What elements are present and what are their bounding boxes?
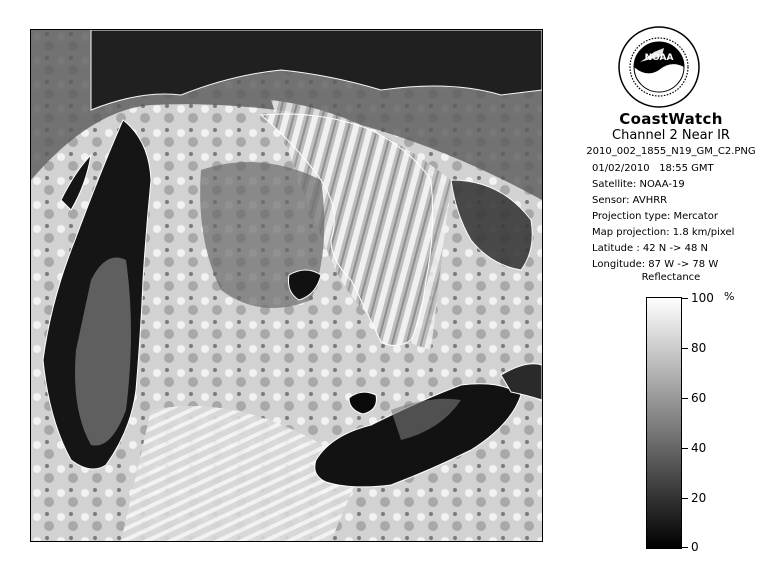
logo-center-text: NOAA <box>644 53 674 63</box>
colorbar-tick <box>682 498 688 499</box>
info-datetime <box>592 163 714 174</box>
reflectance-colorbar <box>646 297 682 549</box>
channel-label: Channel 2 Near IR <box>612 128 730 143</box>
tick-label-40: 40 <box>691 441 707 455</box>
colorbar-tick <box>682 298 688 299</box>
tick-label-20: 20 <box>691 491 707 505</box>
tick-label-0: 0 <box>691 540 699 554</box>
colorbar-tick <box>682 547 688 548</box>
tick-label-80: 80 <box>691 341 707 355</box>
tick-label-100: 100 <box>691 291 714 305</box>
tick-label-60: 60 <box>691 391 707 405</box>
noaa-logo <box>618 26 700 108</box>
info-date: 01/02/2010 <box>592 163 650 174</box>
satellite-map <box>30 29 543 542</box>
colorbar-tick <box>682 348 688 349</box>
legend-title: Reflectance <box>641 272 701 283</box>
info-latitude: Latitude : 42 N -> 48 N <box>592 243 708 254</box>
info-longitude: Longitude: 87 W -> 78 W <box>592 259 719 270</box>
info-map-projection: Map projection: 1.8 km/pixel <box>592 227 735 238</box>
product-title: CoastWatch <box>619 110 723 128</box>
info-satellite: Satellite: NOAA-19 <box>592 179 685 190</box>
image-filename: 2010_002_1855_N19_GM_C2.PNG <box>586 146 756 157</box>
legend-unit: % <box>724 290 735 303</box>
info-sensor: Sensor: AVHRR <box>592 195 668 206</box>
info-projection-type: Projection type: Mercator <box>592 211 718 222</box>
map-svg <box>31 30 542 541</box>
colorbar-tick <box>682 398 688 399</box>
colorbar-tick <box>682 448 688 449</box>
info-time: 18:55 GMT <box>659 163 714 174</box>
